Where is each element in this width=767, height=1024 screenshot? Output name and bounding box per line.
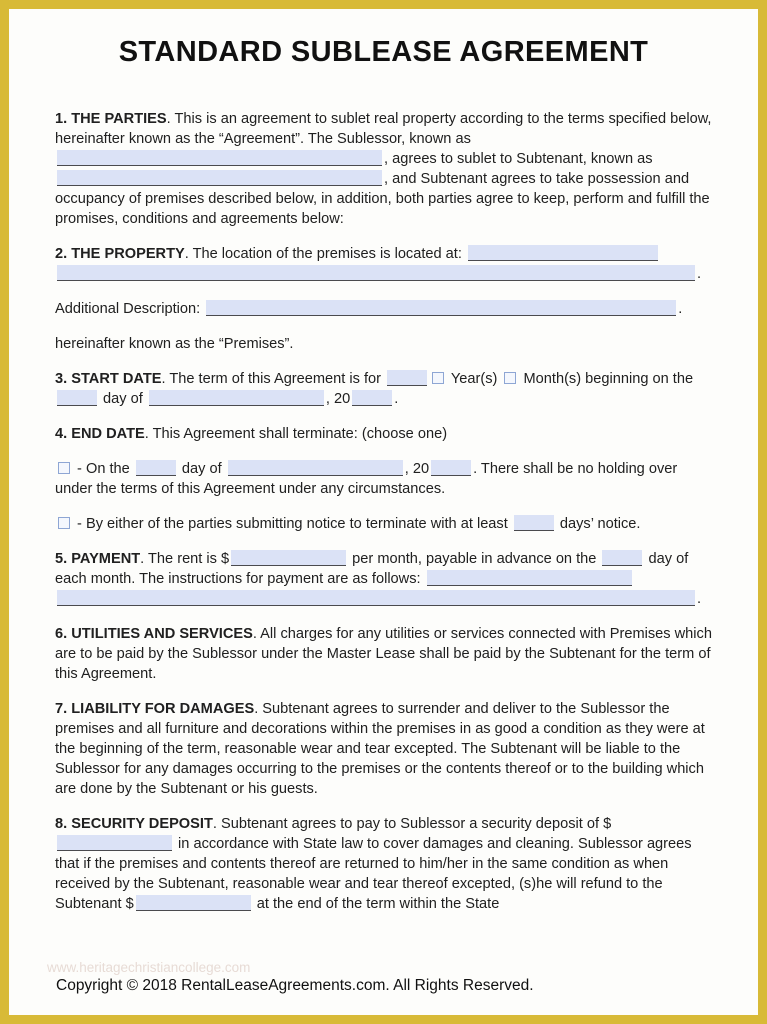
start-year-field[interactable] — [352, 390, 392, 406]
start-day-field[interactable] — [57, 390, 97, 406]
body-text: . — [697, 591, 702, 607]
body-text: day of — [99, 391, 147, 407]
body-text: . Subtenant agrees to surrender and deliver to the Sublessor the premises and all furniture and decorations within the premises in as good a condition as they were at the beginning of the term, reasonable wear and tear excepted. The Subtenant will be liable to the Sublessor for any damages occurring to the premises or the contents thereof or to the building which are done by the Subtenant or his guests. — [55, 701, 705, 797]
additional-description-label: Additional Description: — [55, 301, 205, 317]
section-5-payment — [55, 549, 712, 609]
additional-description-field[interactable] — [206, 300, 676, 316]
body-text: hereinafter known as the “Premises”. — [55, 336, 294, 352]
term-length-field[interactable] — [387, 370, 427, 386]
end-date-option-notice — [55, 514, 712, 534]
start-month-field[interactable] — [149, 390, 324, 406]
section-2-label: 2. THE PROPERTY — [55, 246, 185, 262]
additional-description-row — [55, 299, 712, 319]
body-text: Year(s) — [447, 371, 502, 387]
sublessor-name-field[interactable] — [57, 150, 382, 166]
body-text: days’ notice. — [555, 516, 641, 532]
body-text: day of — [177, 461, 226, 477]
body-text: . All charges for any utilities or services connected with Premises which are to be paid by the Sublessor under the Master Lease shall be paid by the Subtenant for the term of this Agreement. — [55, 626, 712, 682]
body-text: . The rent is $ — [140, 551, 230, 567]
premises-location-field-line1[interactable] — [468, 245, 658, 261]
section-4-end-date — [55, 424, 712, 444]
body-text: per month, payable in advance on the — [348, 551, 601, 567]
section-3-start-date — [55, 369, 712, 409]
section-1-label: 1. THE PARTIES — [55, 111, 167, 127]
notice-checkbox[interactable] — [58, 517, 70, 529]
end-date-checkbox[interactable] — [58, 462, 70, 474]
body-text: - On the — [73, 461, 134, 477]
body-text: , 20 — [325, 391, 351, 407]
body-text: . This Agreement shall terminate: (choose one) — [144, 426, 448, 442]
subtenant-name-field[interactable] — [57, 170, 382, 186]
body-text: . There shall be no holding over under the terms of this Agreement under any circumstances. — [55, 461, 678, 497]
payment-instructions-field-line1[interactable] — [427, 570, 632, 586]
section-4-label: 4. END DATE — [55, 426, 145, 442]
section-2-property — [55, 244, 712, 284]
body-text: . Subtenant agrees to pay to Sublessor a security deposit of $ — [212, 816, 612, 832]
end-date-option-fixed — [55, 459, 712, 499]
section-6-utilities — [55, 624, 712, 684]
security-deposit-field[interactable] — [57, 835, 172, 851]
watermark-text: www.heritagechristiancollege.com — [47, 960, 251, 975]
month-checkbox[interactable] — [504, 372, 516, 384]
body-text: . The term of this Agreement is for — [161, 371, 386, 387]
notice-days-field[interactable] — [514, 515, 554, 531]
end-year-field[interactable] — [431, 460, 471, 476]
end-day-field[interactable] — [136, 460, 176, 476]
section-1-parties — [55, 109, 712, 229]
rent-amount-field[interactable] — [231, 550, 346, 566]
body-text: at the end of the term within the State — [252, 896, 500, 912]
section-8-label: 8. SECURITY DEPOSIT — [55, 816, 213, 832]
copyright-text: Copyright © 2018 RentalLeaseAgreements.com. All Rights Reserved. — [56, 977, 534, 994]
body-text: . — [394, 391, 399, 407]
premises-location-field-line2[interactable] — [57, 265, 695, 281]
document-title: STANDARD SUBLEASE AGREEMENT — [118, 36, 649, 68]
body-text: . The location of the premises is located at: — [184, 246, 466, 262]
payment-instructions-field-line2[interactable] — [57, 590, 695, 606]
section-7-label: 7. LIABILITY FOR DAMAGES — [55, 701, 255, 717]
rent-due-day-field[interactable] — [602, 550, 642, 566]
body-text: - By either of the parties submitting notice to terminate with at least — [73, 516, 512, 532]
section-8-security-deposit — [55, 814, 712, 914]
body-text: Month(s) beginning on the — [519, 371, 694, 387]
refund-amount-field[interactable] — [136, 895, 251, 911]
body-text: in accordance with State law to cover damages and cleaning. Sublessor agrees that if the premises and contents thereof are returned to him/her in the same condition as when received by the Subtenant, reasonable wear and tear thereof excepted, (s)he will refund to the Subtenant $ — [55, 836, 692, 912]
body-text: , and Subtenant agrees to take possession and occupancy of premises described below, in addition, both parties agree to keep, perform and fulfill the promises, conditions and agreements below: — [55, 171, 710, 227]
body-text: . — [678, 301, 683, 317]
section-6-label: 6. UTILITIES AND SERVICES — [55, 626, 253, 642]
body-text: , 20 — [404, 461, 430, 477]
body-text: , agrees to sublet to Subtenant, known as — [384, 151, 653, 167]
premises-definition-row — [55, 334, 712, 354]
year-checkbox[interactable] — [432, 372, 444, 384]
body-text: . — [697, 266, 702, 282]
end-month-field[interactable] — [228, 460, 403, 476]
section-5-label: 5. PAYMENT — [55, 551, 141, 567]
section-7-liability — [55, 699, 712, 799]
section-3-label: 3. START DATE — [55, 371, 162, 387]
body-text: day of each month. The instructions for payment are as follows: — [55, 551, 689, 587]
body-text: . This is an agreement to sublet real property according to the terms specified below, hereinafter known as the “Agreement”. The Sublessor, known as — [55, 111, 712, 147]
